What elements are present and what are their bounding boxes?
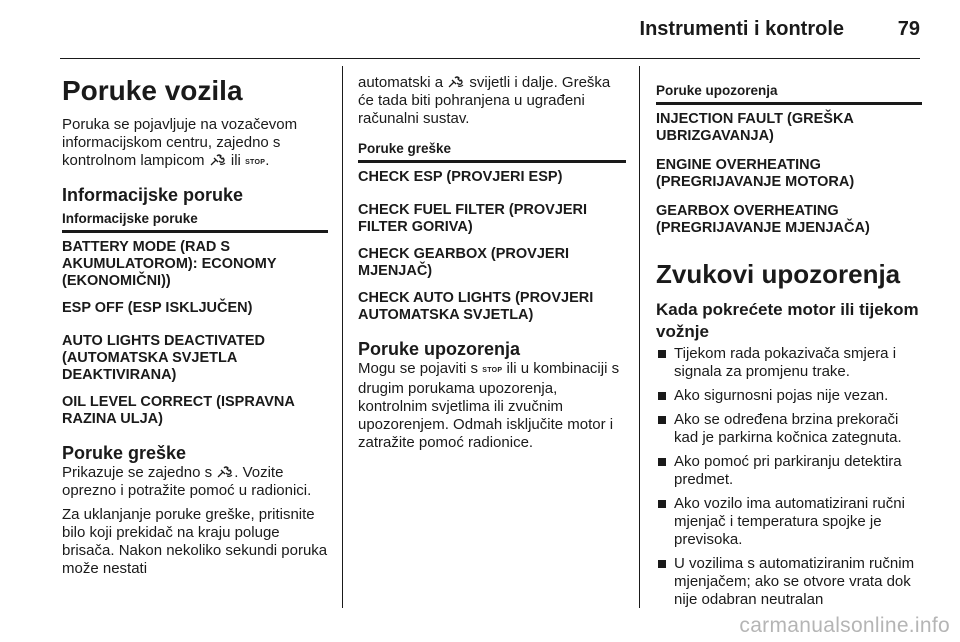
label-info-messages: Informacijske poruke <box>62 210 328 233</box>
subsection-error-messages: Poruke greške <box>62 443 187 463</box>
square-bullet-icon <box>658 458 666 466</box>
wrench-car-icon <box>209 153 227 167</box>
square-bullet-icon <box>658 500 666 508</box>
header-rule <box>60 58 920 59</box>
list-item: Ako sigurnosni pojas nije vezan. <box>656 387 922 405</box>
list-item: U vozilima s automatiziranim ručnim mjenjačem; ako se otvore vrata dok nije odabran neutralan <box>656 555 922 609</box>
section-title-vehicle-messages: Poruke vozila <box>62 75 243 106</box>
list-item: Ako pomoć pri parkiranju detektira predmet. <box>656 453 922 489</box>
error-paragraph-2: Za uklanjanje poruke greške, pritisnite bilo koji prekidač na kraju poluge brisača. Nakon nekoliko sekundi poruka može nestati <box>62 506 328 577</box>
subsection-info-messages: Informacijske poruke <box>62 185 244 205</box>
label-error-messages: Poruke greške <box>358 140 626 163</box>
square-bullet-icon <box>658 392 666 400</box>
info-message: BATTERY MODE (RAD S AKUMULATOROM): ECONOMY (EKONOMIČNI)) <box>62 239 277 289</box>
list-item: Tijekom rada pokazivača smjera i signala za promjenu trake. <box>656 345 922 381</box>
error-message: CHECK FUEL FILTER (PROVJERI FILTER GORIVA) <box>358 202 588 235</box>
info-message: ESP OFF (ESP ISKLJUČEN) <box>62 300 253 316</box>
watermark: carmanualsonline.info <box>739 614 950 637</box>
info-message: OIL LEVEL CORRECT (ISPRAVNA RAZINA ULJA) <box>62 394 295 427</box>
warning-message: INJECTION FAULT (GREŠKA UBRIZGAVANJA) <box>656 111 854 144</box>
warning-chime-list <box>656 345 922 609</box>
subsection-warning-messages: Poruke upozorenja <box>358 339 521 359</box>
square-bullet-icon <box>658 560 666 568</box>
warning-message: ENGINE OVERHEATING (PREGRIJAVANJE MOTORA) <box>656 157 855 190</box>
error-message: CHECK GEARBOX (PROVJERI MJENJAČ) <box>358 246 570 279</box>
error-paragraph-1: Prikazuje se zajedno s . Vozite oprezno i potražite pomoć u radionici. <box>62 464 312 499</box>
subsection-engine-running: Kada pokrećete motor ili tijekom vožnje <box>656 300 919 341</box>
column-right <box>656 82 922 615</box>
warning-message: GEARBOX OVERHEATING (PREGRIJAVANJE MJENJAČA) <box>656 203 870 236</box>
wrench-car-icon <box>216 465 234 479</box>
error-message: CHECK ESP (PROVJERI ESP) <box>358 169 563 185</box>
intro-paragraph: Poruka se pojavljuje na vozačevom informacijskom centru, zajedno s kontrolnom lampicom ili STOP. <box>62 116 298 169</box>
wrench-car-icon <box>447 75 465 89</box>
label-warning-messages: Poruke upozorenja <box>656 82 922 105</box>
page-header <box>0 0 960 60</box>
list-item: Ako vozilo ima automatizirani ručni mjenjač i temperatura spojke je previsoka. <box>656 495 922 549</box>
stop-icon: STOP <box>245 159 266 166</box>
error-message: CHECK AUTO LIGHTS (PROVJERI AUTOMATSKA SVJETLA) <box>358 290 594 323</box>
continued-paragraph: automatski a svijetli i dalje. Greška će tada biti pohranjena u ugrađeni računalni sustav. <box>358 74 611 127</box>
square-bullet-icon <box>658 416 666 424</box>
warning-paragraph: Mogu se pojaviti s STOP ili u kombinaciji s drugim porukama upozorenja, kontrolnim svjetlima ili zvučnim upozorenjem. Odmah isključite motor i zatražite pomoć radionice. <box>358 360 620 451</box>
info-message: AUTO LIGHTS DEACTIVATED (AUTOMATSKA SVJETLA DEAKTIVIRANA) <box>62 333 265 383</box>
column-middle <box>358 74 626 458</box>
page-title: Instrumenti i kontrole <box>639 18 844 40</box>
column-divider <box>342 66 343 608</box>
list-item: Ako se određena brzina prekorači kad je parkirna kočnica zategnuta. <box>656 411 922 447</box>
section-title-warning-chimes: Zvukovi upozorenja <box>656 259 901 289</box>
page-number: 79 <box>897 18 920 40</box>
stop-icon: STOP <box>482 367 503 374</box>
column-left <box>62 74 328 584</box>
column-divider <box>639 66 640 608</box>
square-bullet-icon <box>658 350 666 358</box>
